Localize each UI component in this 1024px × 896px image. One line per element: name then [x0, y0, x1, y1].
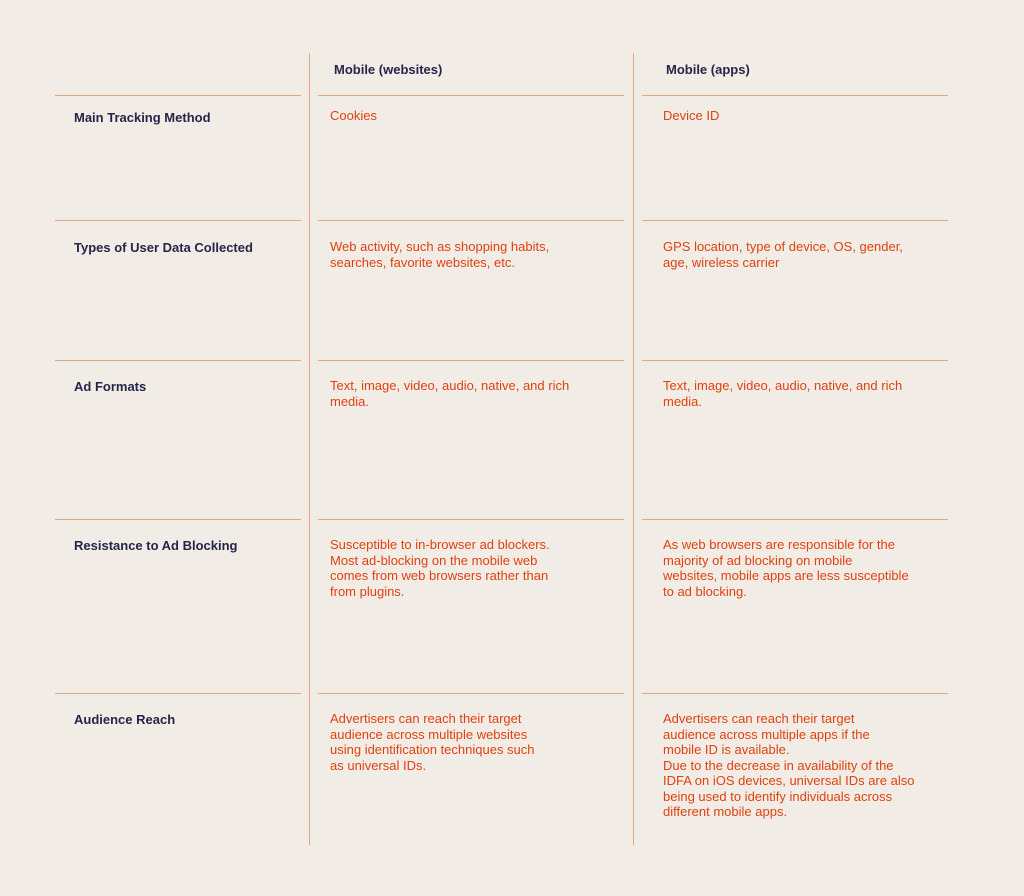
- row-separator: [55, 693, 301, 694]
- column-divider-left: [309, 53, 310, 845]
- row-separator: [55, 519, 301, 520]
- cell-apps-ad-blocking: As web browsers are responsible for the majority of ad blocking on mobile websites, mobile apps are less susceptible to ad blocking.: [663, 537, 909, 599]
- row-label-user-data: Types of User Data Collected: [74, 240, 253, 255]
- cell-websites-ad-blocking: Susceptible to in-browser ad blockers. Most ad-blocking on the mobile web comes from web browsers rather than from plugins.: [330, 537, 550, 599]
- row-separator: [55, 220, 301, 221]
- row-separator: [318, 360, 624, 361]
- cell-apps-audience-reach: Advertisers can reach their target audience across multiple apps if the mobile ID is available. Due to the decrease in availability of the IDFA on iOS devices, universal IDs are also being used to identify individuals across different mobile apps.: [663, 711, 915, 819]
- row-separator: [642, 220, 948, 221]
- row-separator: [642, 519, 948, 520]
- row-separator: [318, 220, 624, 221]
- cell-websites-user-data: Web activity, such as shopping habits, searches, favorite websites, etc.: [330, 239, 550, 270]
- row-separator: [642, 693, 948, 694]
- row-separator: [642, 360, 948, 361]
- row-separator: [55, 95, 301, 96]
- row-label-ad-blocking: Resistance to Ad Blocking: [74, 538, 238, 553]
- column-divider-right: [633, 53, 634, 845]
- row-separator: [318, 519, 624, 520]
- column-header-websites: Mobile (websites): [334, 62, 443, 77]
- row-separator: [642, 95, 948, 96]
- cell-apps-ad-formats: Text, image, video, audio, native, and rich media.: [663, 378, 903, 409]
- row-separator: [55, 360, 301, 361]
- row-label-tracking-method: Main Tracking Method: [74, 110, 211, 125]
- row-label-audience-reach: Audience Reach: [74, 712, 176, 727]
- row-label-ad-formats: Ad Formats: [74, 379, 147, 394]
- cell-apps-tracking-method: Device ID: [663, 108, 720, 123]
- row-separator: [318, 693, 624, 694]
- cell-websites-tracking-method: Cookies: [330, 108, 377, 123]
- row-separator: [318, 95, 624, 96]
- cell-websites-ad-formats: Text, image, video, audio, native, and rich media.: [330, 378, 570, 409]
- column-header-apps: Mobile (apps): [666, 62, 750, 77]
- cell-apps-user-data: GPS location, type of device, OS, gender, age, wireless carrier: [663, 239, 903, 270]
- cell-websites-audience-reach: Advertisers can reach their target audience across multiple websites using identification techniques such as universal IDs.: [330, 711, 535, 773]
